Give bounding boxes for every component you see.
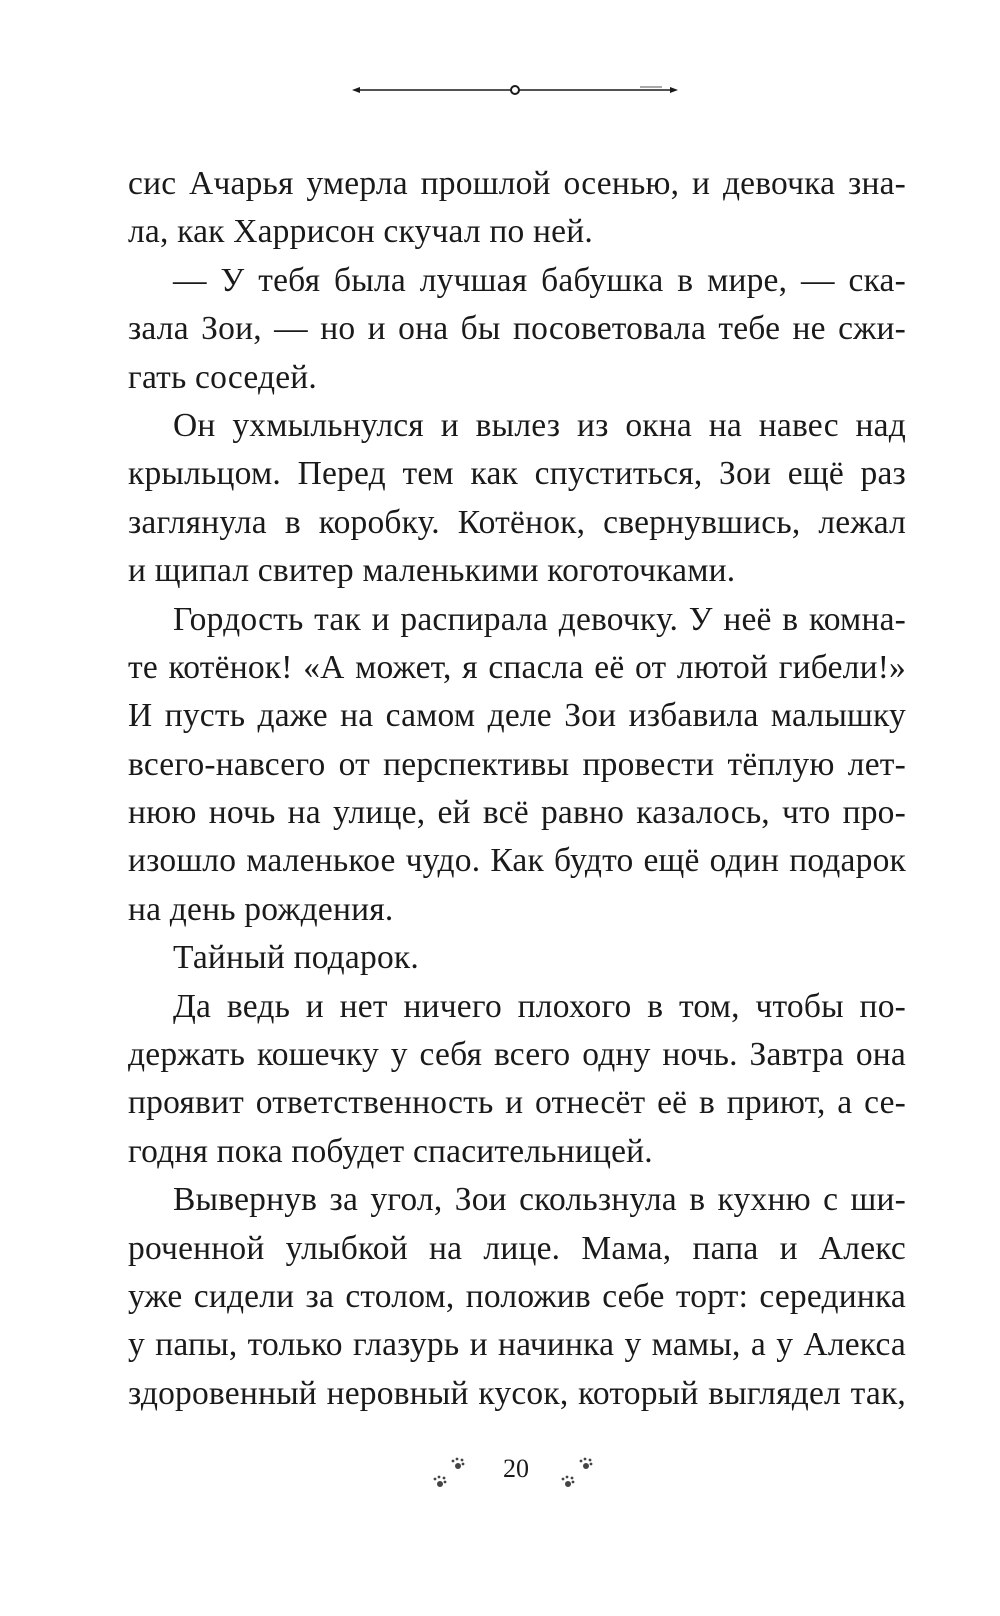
text-line: Тайный подарок.: [173, 939, 419, 977]
page-number: 20: [503, 1454, 529, 1483]
text-line: Да ведь и нет ничего плохого в том, чтобы по-: [173, 987, 906, 1025]
page-body-text: [128, 160, 906, 1418]
text-line: уже сидели за столом, положив себе торт: серединка: [128, 1277, 906, 1315]
paw-print-icon: [556, 1454, 596, 1494]
paw-print-icon: [428, 1454, 468, 1494]
page-footer: [0, 1450, 1000, 1500]
text-line: у папы, только глазурь и начинка у мамы, а у Алекса: [128, 1326, 906, 1364]
text-line: заглянула в коробку. Котёнок, свернувшись, лежал: [128, 503, 906, 541]
text-line: — У тебя была лучшая бабушка в мире, — ска-: [173, 261, 906, 299]
text-line: Он ухмыльнулся и вылез из окна на навес над: [173, 406, 906, 444]
text-line: годня пока побудет спасительницей.: [128, 1132, 653, 1170]
text-line: и щипал свитер маленькими коготочками.: [128, 552, 736, 590]
text-line: И пусть даже на самом деле Зои избавила малышку: [128, 697, 906, 735]
text-line: крыльцом. Перед тем как спуститься, Зои ещё раз: [128, 455, 906, 493]
text-line: сис Ачарья умерла прошлой осенью, и девочка зна-: [128, 165, 906, 202]
text-line: роченной улыбкой на лице. Мама, папа и Алекс: [128, 1229, 906, 1267]
text-line: Вывернув за угол, Зои скользнула в кухню с ши-: [173, 1181, 906, 1219]
text-line: ла, как Харрисон скучал по ней.: [128, 213, 593, 251]
divider-ornament-icon: [350, 80, 680, 100]
text-line: гать соседей.: [128, 358, 318, 396]
text-line: Гордость так и распирала девочку. У неё в комна-: [173, 600, 906, 638]
text-line: изошло маленькое чудо. Как будто ещё один подарок: [128, 842, 906, 880]
text-line: на день рождения.: [128, 890, 394, 928]
text-line: те котёнок! «А может, я спасла её от лютой гибели!»: [128, 648, 906, 686]
text-line: зала Зои, — но и она бы посоветовала тебе не сжи-: [128, 310, 906, 348]
text-line: держать кошечку у себя всего одну ночь. Завтра она: [128, 1036, 906, 1074]
text-line: проявит ответственность и отнесёт её в приют, а се-: [128, 1084, 906, 1122]
text-line: всего-навсего от перспективы провести тёплую лет-: [128, 745, 906, 783]
text-line: нюю ночь на улице, ей всё равно казалось, что про-: [128, 794, 906, 832]
text-line: здоровенный неровный кусок, который выглядел так,: [128, 1374, 906, 1412]
